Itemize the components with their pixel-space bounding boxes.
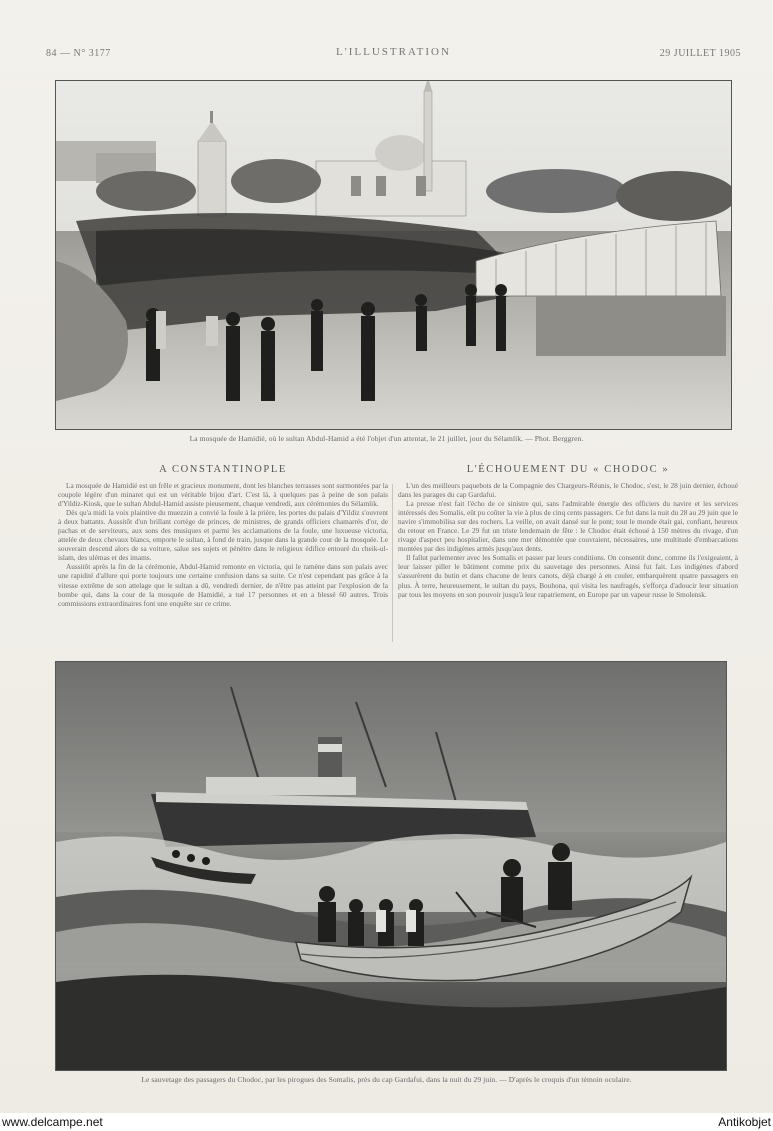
column-divider (392, 484, 393, 642)
left-paragraph: Dès qu'a midi la voix plaintive du muezzin a convié la foule à la prière, les portes du palais d'Yildiz s'ouvrent à deux battants. Aussitôt d'un brillant cortège de princes, de ministres, de grands officiers chamarrés d'or, de pachas et de serviteurs, aux sons des musiques et parmi les acclamations de la foule, une luxueuse victoria, attelée de deux chevaux blancs, emporte le sultan, à fond de train, jusque dans la grande cour de la mosquée. Le souverain descend alors de sa voiture, salue ses sujets et pénètre dans le religieux édifice entouré du cheik-ul-islam, des ulémas et des imams. (58, 508, 388, 563)
page-number: 84 — N° 3177 (46, 48, 111, 59)
issue-date: 29 JUILLET 1905 (659, 48, 741, 59)
rescue-illustration-caption: Le sauvetage des passagers du Chodoc, par les pirogues des Somalis, près du cap Gardafui, dans la nuit du 29 juin. — D'après le croquis d'un témoin oculaire. (141, 1075, 632, 1084)
left-paragraph: Aussitôt après la fin de la cérémonie, Abdul-Hamid remonte en victoria, qui le ramène dans son palais avec une rapidité d'allure qui porte toujours une certaine confusion dans sa suite. Ce n'est cependant pas grâce à la vitesse extrême de son attelage que le sultan a dû, vendredi dernier, de n'être pas atteint par l'explosion de la bombe qui, dans la cour de la mosquée de Hamidié, a tué 17 personnes et en a blessé 60 autres. Trois commissions extraordinaires font une enquête sur ce crime. (58, 562, 388, 608)
left-article-title: A CONSTANTINOPLE (159, 464, 287, 475)
right-paragraph: La presse n'est fait l'écho de ce sinistre qui, sans l'admirable énergie des officiers du navire et les services intéressés des Somalis, eût pu coûter la vie à plus de cinq cents passagers. Ce fut dans la nuit du 28 au 29 juin que le navire s'immobilisa sur des rochers. La veille, on avait dansé sur le pont; tout le monde était gai, confiant, heureux du retour en France. Le 29 fut un triste lendemain de fête : le Chodoc était échoué à 150 mètres du rivage, d'un rivage d'aspect peu hospitalier, dans une mer démontée que couvraient, nécessaires, une multitude d'embarcations montées par des indigènes armés jusqu'aux dents. (398, 499, 738, 554)
mosque-crowd-photo (55, 80, 732, 430)
right-article-body (398, 481, 738, 643)
shipwreck-rescue-illustration (55, 661, 727, 1071)
right-paragraph: Il fallut parlementer avec les Somalis et passer par leurs conditions. On consentit donc, comme ils l'exigeaient, à leur laisser piller le bâtiment comme prix du sauvetage des personnes. Ainsi fut fait. Les indigènes d'abord s'assurèrent du butin et dans chacune de leurs canots, déjà chargé à en couler, embarquèrent quatre passagers en plus. À terre, heureusement, le sultan du pays, Bouhona, qui visita les naufragés, s'efforça d'adoucir leur situation par tous les moyens en son pouvoir jusqu'à leur rapatriement, en Europe par un vapeur russe le Smolensk. (398, 553, 738, 599)
publication-title: L'ILLUSTRATION (336, 46, 451, 58)
mosque-photo-caption: La mosquée de Hamidié, où le sultan Abdul-Hamid a été l'objet d'un attentat, le 21 juillet, jour du Sélamlik. — Phot. Berggren. (189, 434, 584, 443)
delcampe-watermark: www.delcampe.net (2, 1115, 103, 1129)
right-paragraph: L'un des meilleurs paquebots de la Compagnie des Chargeurs-Réunis, le Chodoc, s'est, le 28 juin dernier, échoué dans les parages du cap Gardafui. (398, 481, 738, 500)
left-article-body (58, 481, 388, 643)
watermark-footer (0, 1113, 773, 1131)
left-paragraph: La mosquée de Hamidié est un frêle et gracieux monument, dont les blanches terrasses sont surmontées par la coupole légère d'un minaret qui est un véritable bijou d'art. C'est là, à quelques pas à peine de son palais d'Yildiz-Kiosk, que le sultan Abdul-Hamid assiste pieusement, chaque vendredi, aux cérémonies du Sélamlik. (58, 481, 388, 509)
antikobjet-watermark: Antikobjet (718, 1115, 771, 1129)
running-head (46, 46, 741, 64)
right-article-title: L'ÉCHOUEMENT DU « CHODOC » (466, 464, 670, 475)
